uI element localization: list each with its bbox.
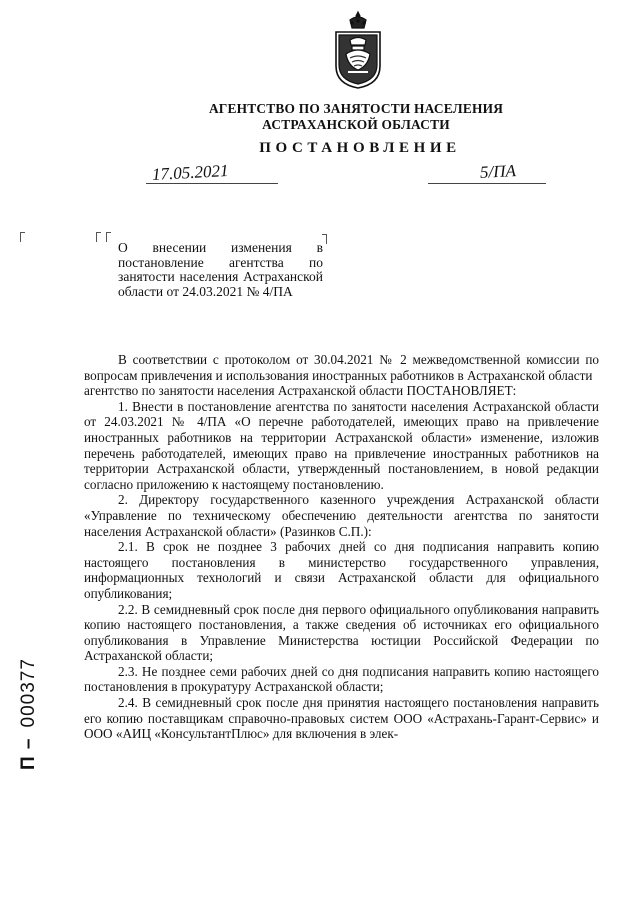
side-code-number: 000377 — [18, 658, 39, 728]
paragraph-item-2-1: 2.1. В срок не позднее 3 рабочих дней со дня подписания направить копию настоящего постановления в министерство государственного управления, информационных технологий и связи Астраханской области для официального опубликования; — [84, 539, 599, 601]
document-type-title: ПОСТАНОВЛЕНИЕ — [259, 140, 461, 156]
number-underline — [428, 183, 546, 184]
agency-name-line-1: АГЕНТСТВО ПО ЗАНЯТОСТИ НАСЕЛЕНИЯ — [208, 101, 504, 116]
paragraph-item-2-3: 2.3. Не позднее семи рабочих дней со дня подписания направить копию настоящего постановления в прокуратуру Астраханской области; — [84, 663, 599, 695]
margin-corner-mark — [20, 232, 25, 242]
coat-of-arms-emblem — [330, 10, 386, 90]
paragraph-item-1: 1. Внести в постановление агентства по занятости населения Астраханской области от 24.03.2021 № 4/ПА «О перечне работодателей, имеющих право на привлечение иностранных работников на территории Астраханской области» изменение, изложив перечень работодателей, имеющих право на привлечение иностранных работников на территории Астраханской области, утвержденный постановлением, в новой редакции согласно приложению к настоящему постановлению. — [84, 398, 599, 492]
paragraph-item-2-2: 2.2. В семидневный срок после дня первого официального опубликования направить копию настоящего постановления, а также сведения об источниках его официального опубликования в Управление Министерства юстиции Российской Федерации по Астраханской области; — [84, 601, 599, 664]
document-body — [84, 352, 599, 742]
paragraph-resolution: агентство по занятости населения Астраханской области ПОСТАНОВЛЯЕТ: — [84, 383, 517, 399]
document-date: 17.05.2021 — [151, 161, 229, 184]
agency-name-line-2: АСТРАХАНСКОЙ ОБЛАСТИ — [262, 117, 450, 132]
side-registration-code — [18, 658, 40, 770]
side-code-prefix: П – — [18, 737, 39, 770]
document-subject: О внесении изменения в постановление агентства по занятости населения Астраханской области от 24.03.2021 № 4/ПА — [118, 240, 323, 299]
subject-corner-mark — [106, 232, 111, 242]
paragraph-preamble: В соответствии с протоколом от 30.04.2021 № 2 межведомственной комиссии по вопросам привлечения и использования иностранных работников в Астраханской области — [84, 352, 599, 383]
document-number: 5/ПА — [479, 161, 517, 182]
agency-name — [170, 101, 542, 133]
paragraph-item-2: 2. Директору государственного казенного учреждения Астраханской области «Управление по техническому обеспечению деятельности агентства по занятости населения Астраханской области» (Разинков С.П.): — [84, 492, 599, 539]
subject-corner-mark — [96, 232, 101, 242]
paragraph-item-2-4: 2.4. В семидневный срок после дня принятия настоящего постановления направить его копию поставщикам справочно-правовых систем ООО «Астрахань-Гарант-Сервис» и ООО «АИЦ «КонсультантПлюс» для включения в элек- — [84, 695, 599, 742]
